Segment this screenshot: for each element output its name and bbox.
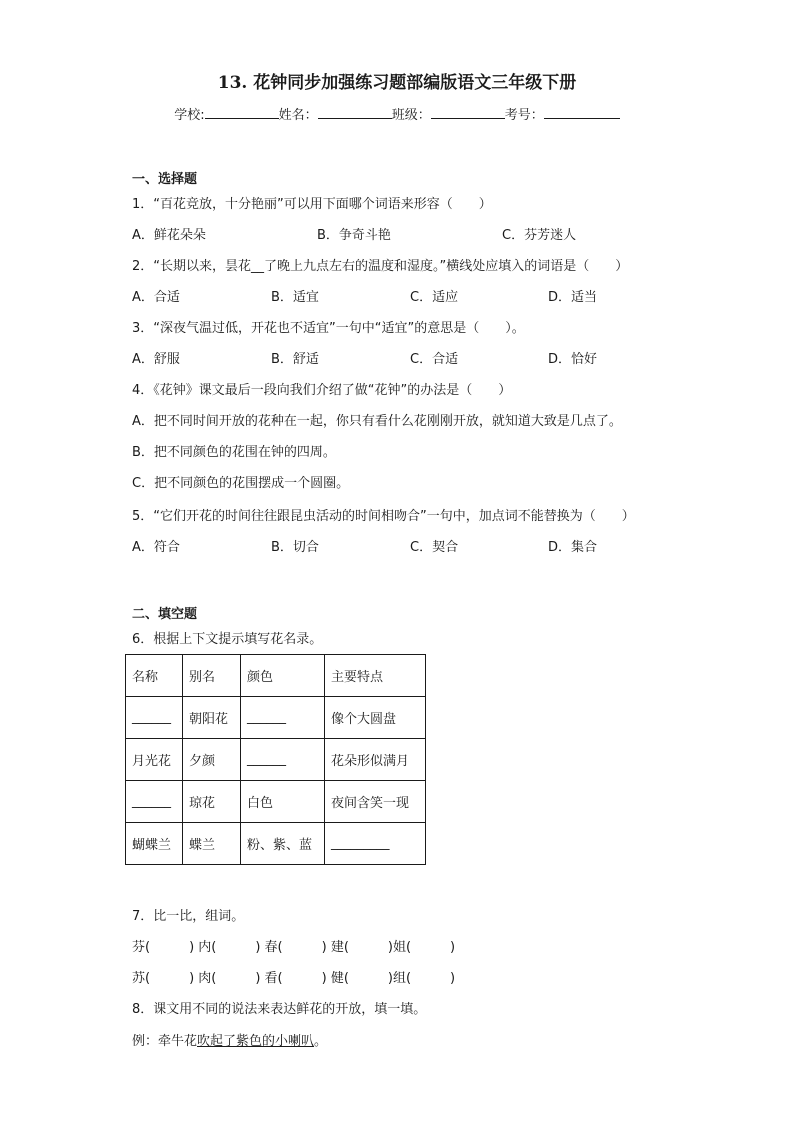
student-info-line — [0, 104, 794, 123]
question-6: 6．根据上下文提示填写花名录。 — [132, 632, 323, 647]
table-cell: 月光花 — [126, 739, 183, 781]
q1-option-a[interactable]: A．鲜花朵朵 — [132, 228, 206, 243]
table-cell: 朝阳花 — [183, 697, 241, 739]
table-header-cell: 别名 — [183, 655, 241, 697]
q3-option-c[interactable]: C．合适 — [410, 352, 459, 367]
q3-option-d[interactable]: D．恰好 — [548, 352, 598, 367]
table-cell: 夜间含笑一现 — [325, 781, 426, 823]
table-cell: 琼花 — [183, 781, 241, 823]
table-row — [126, 697, 426, 739]
school-blank[interactable] — [205, 104, 279, 119]
section-heading-choice: 一、选择题 — [132, 172, 198, 187]
table-cell: 蝴蝶兰 — [126, 823, 183, 865]
question-7: 7．比一比，组词。 — [132, 909, 245, 924]
table-row — [126, 781, 426, 823]
table-cell-blank[interactable]: _________ — [325, 823, 426, 865]
table-cell: 花朵形似满月 — [325, 739, 426, 781]
name-blank[interactable] — [318, 104, 392, 119]
q5-option-b[interactable]: B．切合 — [271, 540, 319, 555]
table-row — [126, 739, 426, 781]
class-blank[interactable] — [431, 104, 505, 119]
q5-option-a[interactable]: A．符合 — [132, 540, 180, 555]
q2-option-d[interactable]: D．适当 — [548, 290, 598, 305]
question-8: 8．课文用不同的说法来表达鲜花的开放，填一填。 — [132, 1002, 427, 1017]
q8-example — [132, 1030, 327, 1049]
section-heading-fill-in: 二、填空题 — [132, 607, 198, 622]
q7-word-row-1[interactable]: 芬( ) 内( ) 春( ) 建( )姐( ) — [132, 940, 456, 955]
question-2: 2．“长期以来，昙花__了晚上九点左右的温度和湿度。”横线处应填入的词语是（ ） — [132, 259, 629, 274]
q2-option-c[interactable]: C．适应 — [410, 290, 459, 305]
table-header-cell: 颜色 — [241, 655, 325, 697]
q5-option-d[interactable]: D．集合 — [548, 540, 598, 555]
question-5: 5．“它们开花的时间往往跟昆虫活动的时间相吻合”一句中，加点词不能替换为（ ） — [132, 509, 635, 524]
question-1: 1．“百花竞放，十分艳丽”可以用下面哪个词语来形容（ ） — [132, 197, 492, 212]
table-row — [126, 823, 426, 865]
flower-table — [125, 654, 426, 865]
table-cell-blank[interactable]: ______ — [241, 739, 325, 781]
q8-example-suffix: 。 — [314, 1034, 328, 1049]
table-cell: 白色 — [241, 781, 325, 823]
page-title: 13. 花钟同步加强练习题部编版语文三年级下册 — [217, 73, 577, 93]
q1-option-c[interactable]: C．芬芳迷人 — [502, 228, 577, 243]
q4-option-c[interactable]: C．把不同颜色的花围摆成一个圆圈。 — [132, 476, 350, 491]
question-4: 4．《花钟》课文最后一段向我们介绍了做“花钟”的办法是（ ） — [132, 383, 512, 398]
table-cell-blank[interactable]: ______ — [126, 697, 183, 739]
exam-no-label: 考号： — [504, 108, 544, 123]
q4-option-b[interactable]: B．把不同颜色的花围在钟的四周。 — [132, 445, 336, 460]
q2-option-a[interactable]: A．合适 — [132, 290, 180, 305]
table-cell: 粉、紫、蓝 — [241, 823, 325, 865]
q1-option-b[interactable]: B．争奇斗艳 — [317, 228, 391, 243]
table-header-row — [126, 655, 426, 697]
school-label: 学校: — [174, 108, 205, 123]
table-cell-blank[interactable]: ______ — [241, 697, 325, 739]
q4-option-a[interactable]: A．把不同时间开放的花种在一起，你只有看什么花刚刚开放，就知道大致是几点了。 — [132, 414, 622, 429]
q8-example-underlined: 吹起了紫色的小喇叭 — [197, 1034, 315, 1049]
question-3: 3．“深夜气温过低，开花也不适宜”一句中“适宜”的意思是（ ）。 — [132, 321, 525, 336]
q7-word-row-2[interactable]: 苏( ) 肉( ) 看( ) 健( )组( ) — [132, 971, 456, 986]
table-cell: 夕颜 — [183, 739, 241, 781]
table-header-cell: 名称 — [126, 655, 183, 697]
table-cell: 像个大圆盘 — [325, 697, 426, 739]
table-cell-blank[interactable]: ______ — [126, 781, 183, 823]
q5-option-c[interactable]: C．契合 — [410, 540, 459, 555]
class-label: 班级： — [391, 108, 431, 123]
exam-no-blank[interactable] — [544, 104, 620, 119]
q3-option-a[interactable]: A．舒服 — [132, 352, 180, 367]
table-header-cell: 主要特点 — [325, 655, 426, 697]
table-cell: 蝶兰 — [183, 823, 241, 865]
q8-example-prefix: 例：牵牛花 — [132, 1034, 198, 1049]
q3-option-b[interactable]: B．舒适 — [271, 352, 319, 367]
q2-option-b[interactable]: B．适宜 — [271, 290, 319, 305]
name-label: 姓名： — [278, 108, 318, 123]
